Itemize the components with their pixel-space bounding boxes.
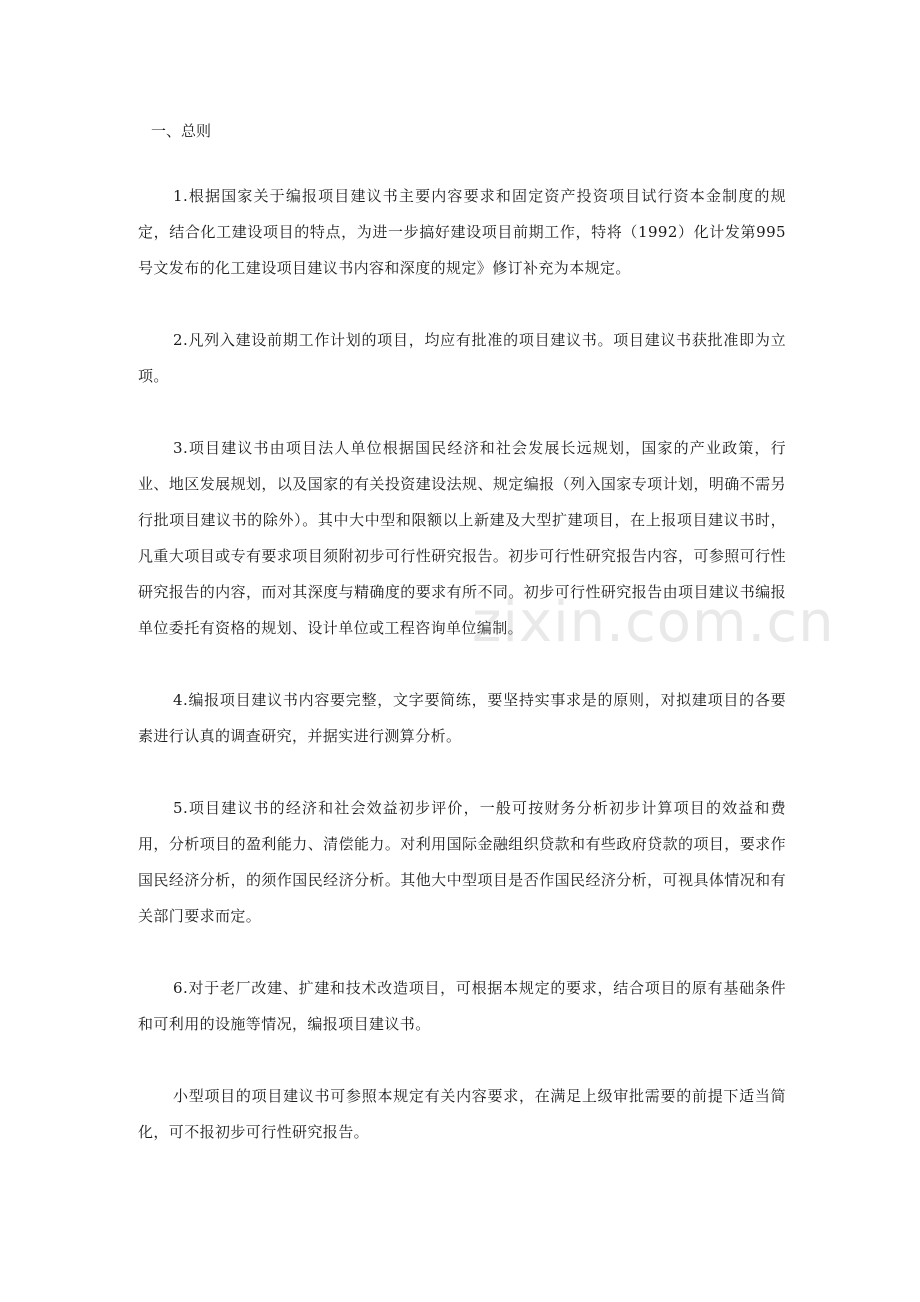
paragraph-7: 小型项目的项目建议书可参照本规定有关内容要求，在满足上级审批需要的前提下适当简化，可不报初步可行性研究报告。: [138, 1087, 786, 1141]
paragraph-5: 5.项目建议书的经济和社会效益初步评价，一般可按财务分析初步计算项目的效益和费用，分析项目的盈利能力、清偿能力。对利用国际金融组织贷款和有些政府贷款的项目，要求作国民经济分析，的须作国民经济分析。其他大中型项目是否作国民经济分析，可视具体情况和有关部门要求而定。: [138, 799, 786, 925]
paragraph-2: 2.凡列入建设前期工作计划的项目，均应有批准的项目建议书。项目建议书获批准即为立项。: [138, 331, 786, 385]
paragraph-3: 3.项目建议书由项目法人单位根据国民经济和社会发展长远规划，国家的产业政策，行业、地区发展规划，以及国家的有关投资建设法规、规定编报（列入国家专项计划，明确不需另行批项目建议书的除外）。其中大中型和限额以上新建及大型扩建项目，在上报项目建议书时，凡重大项目或专有要求项目须附初步可行性研究报告。初步可行性研究报告内容，可参照可行性研究报告的内容，而对其深度与精确度的要求有所不同。初步可行性研究报告由项目建议书编报单位委托有资格的规划、设计单位或工程咨询单位编制。: [138, 439, 786, 637]
paragraph-1: 1.根据国家关于编报项目建议书主要内容要求和固定资产投资项目试行资本金制度的规定，结合化工建设项目的特点，为进一步搞好建设项目前期工作，特将（1992）化计发第995号文发布的化工建设项目建议书内容和深度的规定》修订补充为本规定。: [138, 187, 786, 277]
paragraph-6: 6.对于老厂改建、扩建和技术改造项目，可根据本规定的要求，结合项目的原有基础条件和可利用的设施等情况，编报项目建议书。: [138, 979, 786, 1033]
section-heading: 一、总则: [151, 122, 212, 140]
watermark: zixin.com.cn: [472, 590, 835, 655]
paragraph-4: 4.编报项目建议书内容要完整，文字要简练，要坚持实事求是的原则，对拟建项目的各要素进行认真的调查研究，并据实进行测算分析。: [138, 691, 786, 745]
